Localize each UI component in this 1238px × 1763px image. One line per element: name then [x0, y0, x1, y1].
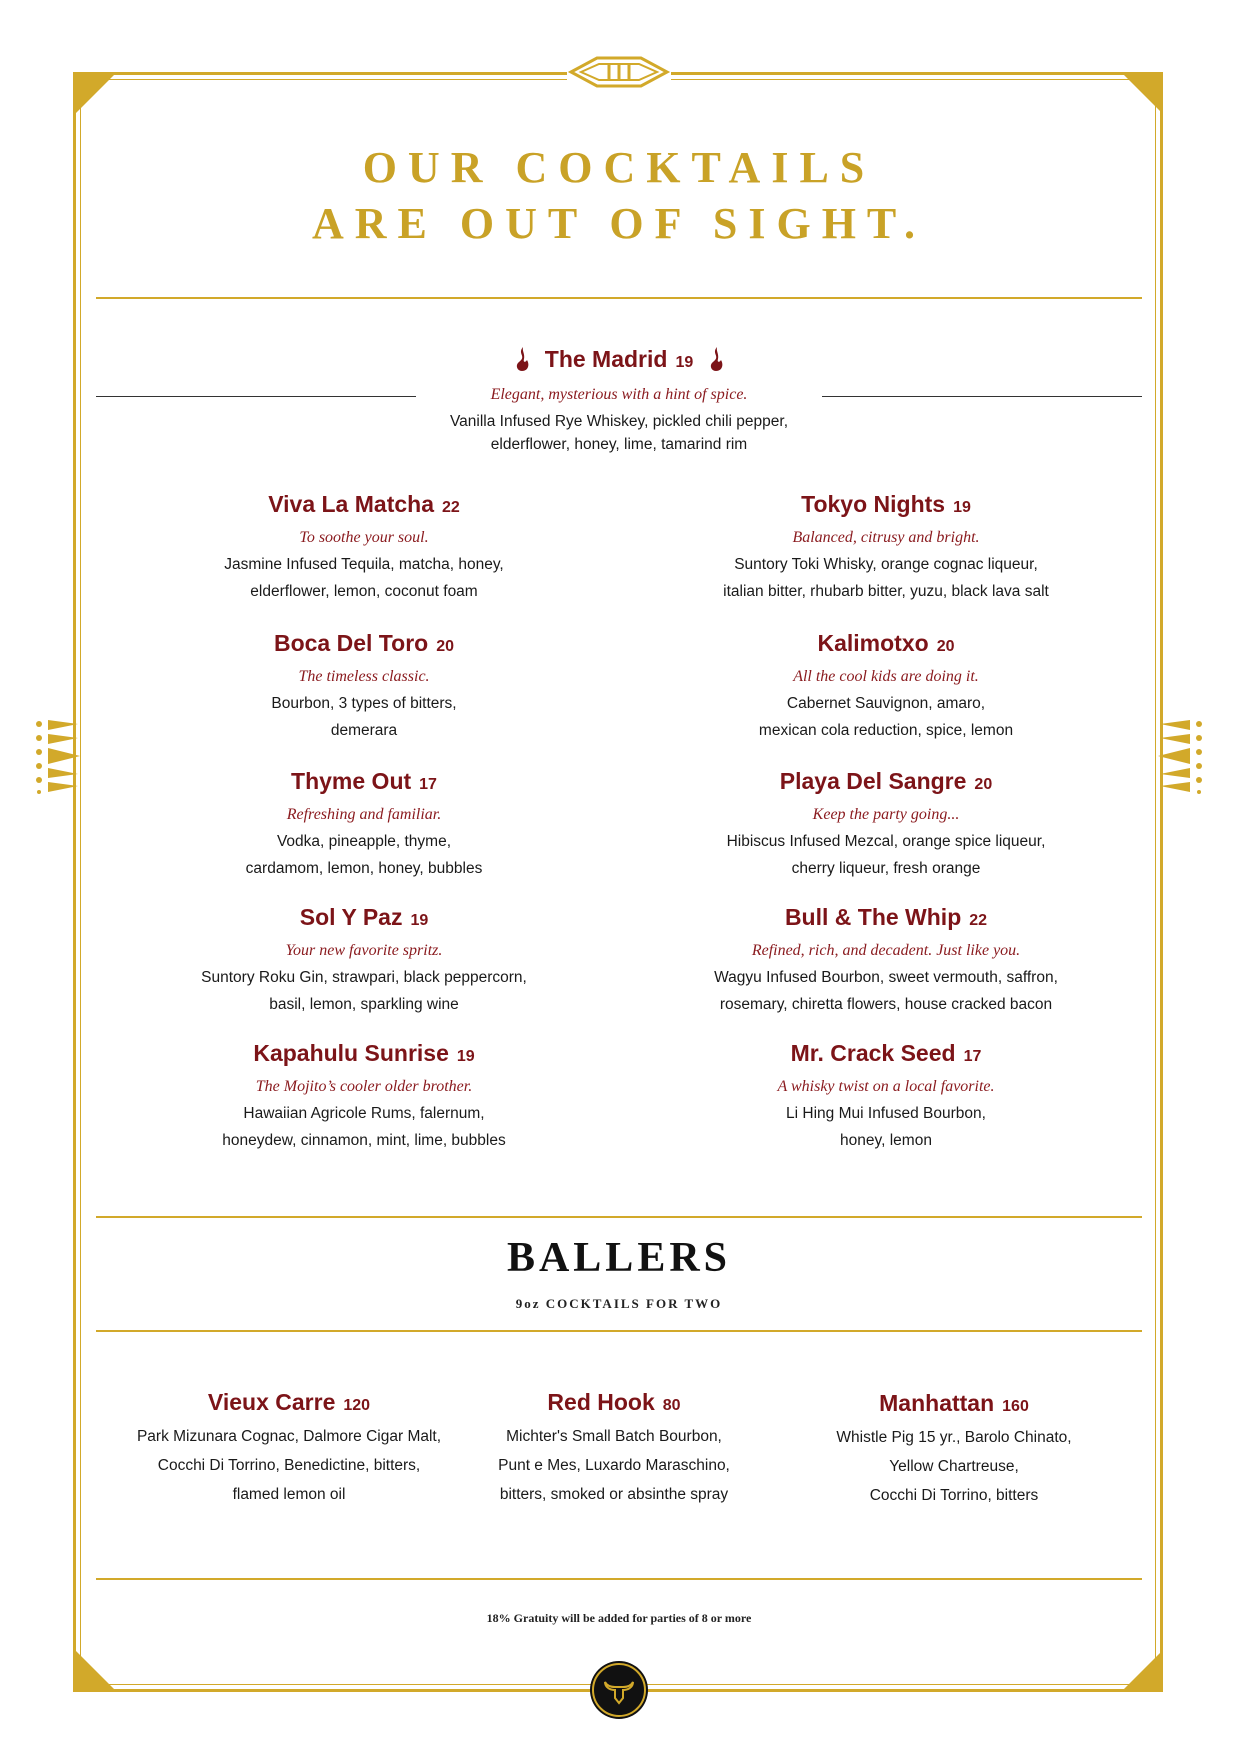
cocktail-description-line-1: Vodka, pineapple, thyme, [276, 833, 452, 850]
cocktail-price: 17 [963, 1048, 982, 1065]
featured-cocktail-name-row [0, 342, 1238, 380]
baller-description-line-2: Yellow Chartreuse, [889, 1458, 1019, 1475]
cocktail-name-row [686, 902, 1086, 936]
corner-ornament-top-left [76, 75, 116, 115]
cocktail-name: Sol Y Paz [299, 904, 403, 930]
cocktail-name: Kalimotxo [817, 630, 929, 656]
cocktail-price: 22 [441, 499, 460, 516]
headline-line-1: OUR COCKTAILS [362, 143, 876, 192]
cocktail-description-line-1: Hawaiian Agricole Rums, falernum, [243, 1105, 485, 1122]
cocktail-name-row [686, 1038, 1086, 1072]
cocktail-item [164, 628, 564, 742]
cocktail-description-line-2: honeydew, cinnamon, mint, lime, bubbles [222, 1132, 506, 1149]
baller-item [124, 1387, 454, 1508]
corner-ornament-top-right [1122, 75, 1162, 115]
baller-price: 120 [343, 1397, 371, 1414]
featured-rule-left [96, 396, 416, 397]
cocktail-price: 20 [974, 776, 993, 793]
gratuity-note: 18% Gratuity will be added for parties of 8 or more [486, 1611, 752, 1625]
cocktail-description-line-2: elderflower, lemon, coconut foam [250, 583, 478, 600]
cocktail-price: 19 [953, 499, 971, 516]
cocktail-name: Mr. Crack Seed [790, 1040, 956, 1066]
cocktail-tagline: The timeless classic. [298, 668, 430, 685]
cocktail-name: Kapahulu Sunrise [253, 1040, 449, 1066]
baller-description-line-3: bitters, smoked or absinthe spray [499, 1486, 729, 1503]
side-ornament-left [34, 718, 82, 794]
divider-top [96, 297, 1142, 299]
cocktail-tagline: A whisky twist on a local favorite. [777, 1078, 995, 1095]
cocktail-tagline: Refined, rich, and decadent. Just like you. [751, 942, 1021, 959]
cocktail-description-line-2: demerara [330, 722, 398, 739]
baller-description-line-1: Michter's Small Batch Bourbon, [506, 1428, 722, 1445]
bull-logo-icon [589, 1660, 649, 1720]
side-ornament-right [1156, 718, 1204, 794]
cocktail-tagline: Refreshing and familiar. [286, 806, 442, 823]
featured-name: The Madrid [544, 346, 668, 372]
baller-description-line-1: Park Mizunara Cognac, Dalmore Cigar Malt, [136, 1428, 442, 1445]
cocktail-name: Bull & The Whip [784, 904, 962, 930]
cocktail-name-row [686, 766, 1086, 800]
cocktail-tagline: Balanced, citrusy and bright. [792, 529, 980, 546]
baller-description-line-1: Whistle Pig 15 yr., Barolo Chinato, [836, 1429, 1072, 1446]
cocktail-name-row [164, 902, 564, 936]
baller-name-row [789, 1388, 1119, 1422]
cocktail-price: 22 [969, 912, 988, 929]
baller-name: Vieux Carre [207, 1389, 336, 1415]
baller-name: Manhattan [879, 1390, 995, 1416]
cocktail-item [686, 1038, 1086, 1152]
baller-price: 160 [1002, 1398, 1029, 1415]
cocktail-name-row [164, 1038, 564, 1072]
ballers-title: BALLERS [506, 1235, 732, 1281]
baller-description-line-3: Cocchi Di Torrino, bitters [869, 1487, 1039, 1504]
cocktail-description-line-1: Suntory Roku Gin, strawpari, black peppercorn, [201, 969, 527, 986]
cocktail-item [686, 489, 1086, 603]
cocktail-name-row [686, 489, 1086, 523]
cocktail-description-line-1: Suntory Toki Whisky, orange cognac liqueur, [734, 556, 1038, 573]
cocktail-description-line-1: Hibiscus Infused Mezcal, orange spice liqueur, [726, 833, 1046, 850]
cocktail-item [164, 766, 564, 880]
cocktail-item [164, 489, 564, 603]
cocktail-name-row [164, 628, 564, 662]
divider-footer [96, 1578, 1142, 1580]
cocktail-item [164, 1038, 564, 1152]
headline-line-2: ARE OUT OF SIGHT. [311, 199, 927, 248]
featured-tagline: Elegant, mysterious with a hint of spice. [490, 386, 748, 403]
cocktail-tagline: To soothe your soul. [299, 529, 429, 546]
cocktail-name-row [164, 766, 564, 800]
cocktail-item [686, 628, 1086, 742]
baller-item [449, 1387, 779, 1508]
cocktail-price: 17 [419, 776, 437, 793]
baller-name: Red Hook [547, 1389, 655, 1415]
cocktail-description-line-1: Wagyu Infused Bourbon, sweet vermouth, saffron, [714, 969, 1058, 986]
baller-description-line-3: flamed lemon oil [232, 1486, 346, 1503]
cocktail-description-line-1: Jasmine Infused Tequila, matcha, honey, [224, 556, 504, 573]
divider-ballers-top [96, 1216, 1142, 1218]
cocktail-price: 19 [410, 912, 429, 929]
cocktail-description-line-2: mexican cola reduction, spice, lemon [758, 722, 1014, 739]
cocktail-item [686, 902, 1086, 1016]
cocktail-description-line-1: Bourbon, 3 types of bitters, [271, 695, 457, 712]
cocktail-name: Boca Del Toro [273, 630, 429, 656]
cocktail-price: 19 [456, 1048, 475, 1065]
flame-icon [707, 346, 725, 372]
cocktail-name-row [164, 489, 564, 523]
divider-ballers-bottom [96, 1330, 1142, 1332]
cocktail-description-line-2: honey, lemon [840, 1132, 932, 1149]
cocktail-name: Tokyo Nights [801, 491, 946, 517]
cocktail-price: 20 [936, 638, 955, 655]
baller-name-row [124, 1387, 454, 1421]
cocktail-name-row [686, 628, 1086, 662]
top-diamond-ornament [567, 54, 671, 90]
cocktail-tagline: Your new favorite spritz. [285, 942, 443, 959]
cocktail-tagline: All the cool kids are doing it. [793, 668, 979, 685]
cocktail-description-line-2: italian bitter, rhubarb bitter, yuzu, black lava salt [723, 583, 1049, 600]
featured-description-line-2: elderflower, honey, lime, tamarind rim [490, 436, 748, 453]
baller-name-row [449, 1387, 779, 1421]
cocktail-description-line-2: cardamom, lemon, honey, bubbles [245, 860, 483, 877]
cocktail-tagline: Keep the party going... [812, 806, 960, 823]
cocktail-description-line-2: rosemary, chiretta flowers, house cracked bacon [719, 996, 1053, 1013]
cocktail-tagline: The Mojito’s cooler older brother. [255, 1078, 473, 1095]
baller-price: 80 [662, 1397, 681, 1414]
cocktail-item [686, 766, 1086, 880]
cocktail-description-line-2: cherry liqueur, fresh orange [791, 860, 981, 877]
baller-description-line-2: Cocchi Di Torrino, Benedictine, bitters, [157, 1457, 421, 1474]
featured-rule-right [822, 396, 1142, 397]
flame-icon [513, 346, 531, 372]
cocktail-name: Viva La Matcha [268, 491, 434, 517]
cocktail-name: Playa Del Sangre [779, 768, 967, 794]
baller-item [789, 1388, 1119, 1509]
cocktail-description-line-2: basil, lemon, sparkling wine [269, 996, 459, 1013]
cocktail-name: Thyme Out [291, 768, 412, 794]
featured-description-line-1: Vanilla Infused Rye Whiskey, pickled chili pepper, [449, 413, 788, 430]
featured-price: 19 [675, 354, 694, 371]
cocktail-description-line-1: Cabernet Sauvignon, amaro, [786, 695, 986, 712]
baller-description-line-2: Punt e Mes, Luxardo Maraschino, [498, 1457, 730, 1474]
cocktail-description-line-1: Li Hing Mui Infused Bourbon, [786, 1105, 986, 1122]
cocktail-price: 20 [436, 638, 454, 655]
cocktail-item [164, 902, 564, 1016]
featured-cocktail [0, 342, 1238, 456]
corner-ornament-bottom-left [76, 1649, 116, 1689]
ballers-subtitle: 9oz COCKTAILS FOR TWO [515, 1296, 723, 1311]
corner-ornament-bottom-right [1122, 1649, 1162, 1689]
